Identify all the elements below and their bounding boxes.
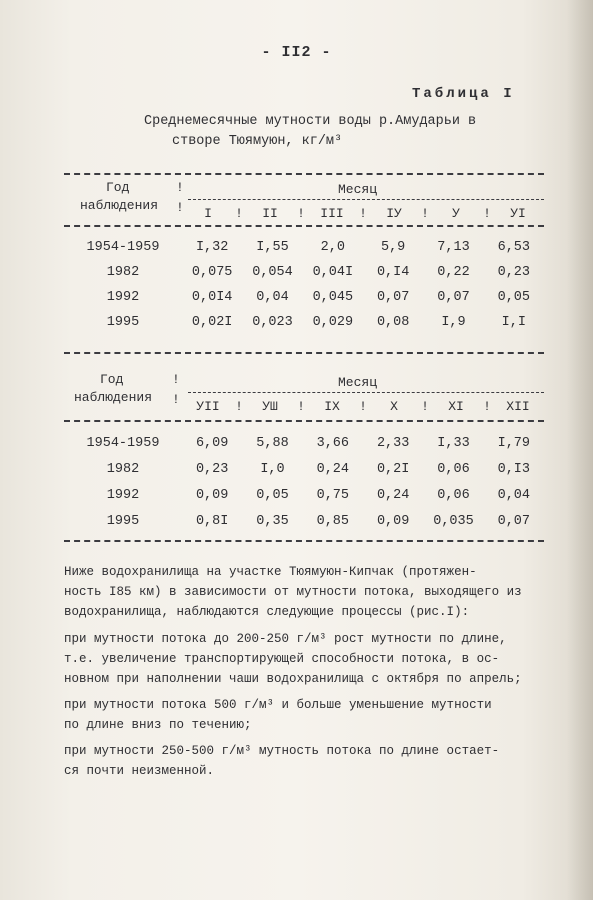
table-row xyxy=(64,240,544,255)
table2-bottom-rule xyxy=(64,540,544,542)
cell-value: 0,8I xyxy=(195,514,229,529)
cell-value: I,9 xyxy=(441,315,466,330)
table-row xyxy=(64,315,544,330)
table1-year-header-line1: Год xyxy=(106,180,130,195)
cell-value: I,33 xyxy=(437,436,470,451)
table1-month-labels: I ! II ! III ! IУ ! У ! УI xyxy=(182,206,544,221)
table-row xyxy=(64,290,544,305)
row-year: 1995 xyxy=(106,514,140,529)
table-row xyxy=(64,436,544,451)
cell-value: 0,023 xyxy=(252,315,293,330)
cell-value: I,32 xyxy=(195,240,229,255)
table1-month: IУ xyxy=(386,206,402,221)
table2-year-header-line2: наблюдения xyxy=(74,390,153,405)
cell-value: 2,0 xyxy=(320,240,345,255)
cell-value: 0,045 xyxy=(312,290,354,305)
row-year: 1992 xyxy=(106,488,140,503)
cell-value: 0,2I xyxy=(376,462,410,477)
table2-month: УШ xyxy=(262,399,278,414)
cell-value: 0,04 xyxy=(497,488,530,503)
cell-value: 0,02I xyxy=(191,315,233,330)
table-row xyxy=(64,462,544,477)
table2-month: IX xyxy=(324,399,340,414)
table1-month: У xyxy=(452,206,460,221)
table2-month-labels: УII ! УШ ! IX ! X ! XI ! XII xyxy=(182,399,544,414)
cell-value: 0,04 xyxy=(256,290,289,305)
cell-value: I,I xyxy=(501,315,526,330)
cell-value: 0,09 xyxy=(195,488,229,503)
table2-year-header-line1: Год xyxy=(100,372,124,387)
cell-value: 0,06 xyxy=(437,462,470,477)
paragraph-line: новном при наполнении чаши водохранилища с октября по апрель; xyxy=(64,672,522,686)
paragraph-line: при мутности потока до 200-250 г/м³ рост мутности по длине, xyxy=(64,632,507,646)
cell-value: 3,66 xyxy=(316,436,350,451)
cell-value: 7,13 xyxy=(437,240,470,255)
cell-value: 0,05 xyxy=(256,488,289,503)
cell-value: 0,054 xyxy=(252,265,293,280)
cell-value: 0,07 xyxy=(437,290,470,305)
table1-month: II xyxy=(262,206,278,221)
cell-value: 0,05 xyxy=(497,290,530,305)
table2-top-rule xyxy=(64,352,544,354)
cell-value: 0,I4 xyxy=(376,265,410,280)
cell-value: 0,0I4 xyxy=(191,290,233,305)
cell-value: 0,24 xyxy=(316,462,350,477)
row-year: 1995 xyxy=(106,315,140,330)
cell-value: I,55 xyxy=(256,240,289,255)
table1-top-rule xyxy=(64,173,544,175)
table1-header-rule xyxy=(64,225,544,227)
cell-value: 0,I3 xyxy=(497,462,530,477)
table2-header-separator: ! xyxy=(172,392,180,407)
table-title-line-1: Среднемесячные мутности воды р.Амударьи в xyxy=(144,114,477,129)
cell-value: 0,04I xyxy=(312,265,354,280)
cell-value: 0,24 xyxy=(376,488,410,503)
paragraph-line: ность I85 км) в зависимости от мутности потока, выходящего из xyxy=(64,585,522,599)
table-label: Таблица I xyxy=(412,86,515,102)
table-title-line-2: створе Тюямуюн, кг/м³ xyxy=(172,134,343,149)
row-year: 1982 xyxy=(106,462,140,477)
cell-value: 0,07 xyxy=(376,290,410,305)
cell-value: I,79 xyxy=(497,436,530,451)
cell-value: 0,22 xyxy=(437,265,470,280)
paragraph-line: при мутности потока 500 г/м³ и больше уменьшение мутности xyxy=(64,698,492,712)
table-row xyxy=(64,514,544,529)
table1-month-rule xyxy=(188,199,544,200)
cell-value: 0,07 xyxy=(497,514,530,529)
table1-month-header: Месяц xyxy=(338,182,378,197)
table2-month-header: Месяц xyxy=(338,375,378,390)
cell-value: 0,75 xyxy=(316,488,350,503)
cell-value: 2,33 xyxy=(376,436,410,451)
table2-month: X xyxy=(390,399,398,414)
table2-month: УII xyxy=(196,399,220,414)
paragraph-line: т.е. увеличение транспортирующей способности потока, в ос- xyxy=(64,652,500,666)
cell-value: 0,06 xyxy=(437,488,470,503)
row-year: 1992 xyxy=(106,290,140,305)
table-row xyxy=(64,488,544,503)
cell-value: 0,035 xyxy=(433,514,474,529)
table1-month: I xyxy=(204,206,212,221)
table1-header-separator: ! xyxy=(176,200,184,215)
cell-value: 0,35 xyxy=(256,514,289,529)
paragraph-line: при мутности 250-500 г/м³ мутность потока по длине остает- xyxy=(64,744,500,758)
cell-value: 0,08 xyxy=(376,315,410,330)
table-row xyxy=(64,265,544,280)
cell-value: 6,53 xyxy=(497,240,530,255)
table1-year-header-line2: наблюдения xyxy=(80,198,159,213)
cell-value: 0,23 xyxy=(497,265,530,280)
table1-header-separator: ! xyxy=(176,180,184,195)
cell-value: I,0 xyxy=(260,462,285,477)
table1-month: УI xyxy=(510,206,526,221)
table2-month: XII xyxy=(506,399,530,414)
cell-value: 0,029 xyxy=(312,315,354,330)
cell-value: 6,09 xyxy=(195,436,229,451)
cell-value: 0,09 xyxy=(376,514,410,529)
cell-value: 0,075 xyxy=(191,265,233,280)
table2-header-separator: ! xyxy=(172,372,180,387)
paragraph-line: Ниже водохранилища на участке Тюямуюн-Кипчак (протяжен- xyxy=(64,565,477,579)
table2-header-rule xyxy=(64,420,544,422)
row-year: 1954-1959 xyxy=(86,436,160,451)
paragraph-line: водохранилища, наблюдаются следующие процессы (рис.I): xyxy=(64,605,470,619)
paragraph-line: по длине вниз по течению; xyxy=(64,718,252,732)
table2-month-rule xyxy=(188,392,544,393)
row-year: 1954-1959 xyxy=(86,240,160,255)
table1-month: III xyxy=(320,206,344,221)
cell-value: 0,23 xyxy=(195,462,229,477)
cell-value: 0,85 xyxy=(316,514,350,529)
paragraph-line: ся почти неизменной. xyxy=(64,764,215,778)
cell-value: 5,88 xyxy=(256,436,289,451)
page-number: - II2 - xyxy=(261,44,332,61)
table2-month: XI xyxy=(448,399,464,414)
cell-value: 5,9 xyxy=(380,240,406,255)
row-year: 1982 xyxy=(106,265,140,280)
